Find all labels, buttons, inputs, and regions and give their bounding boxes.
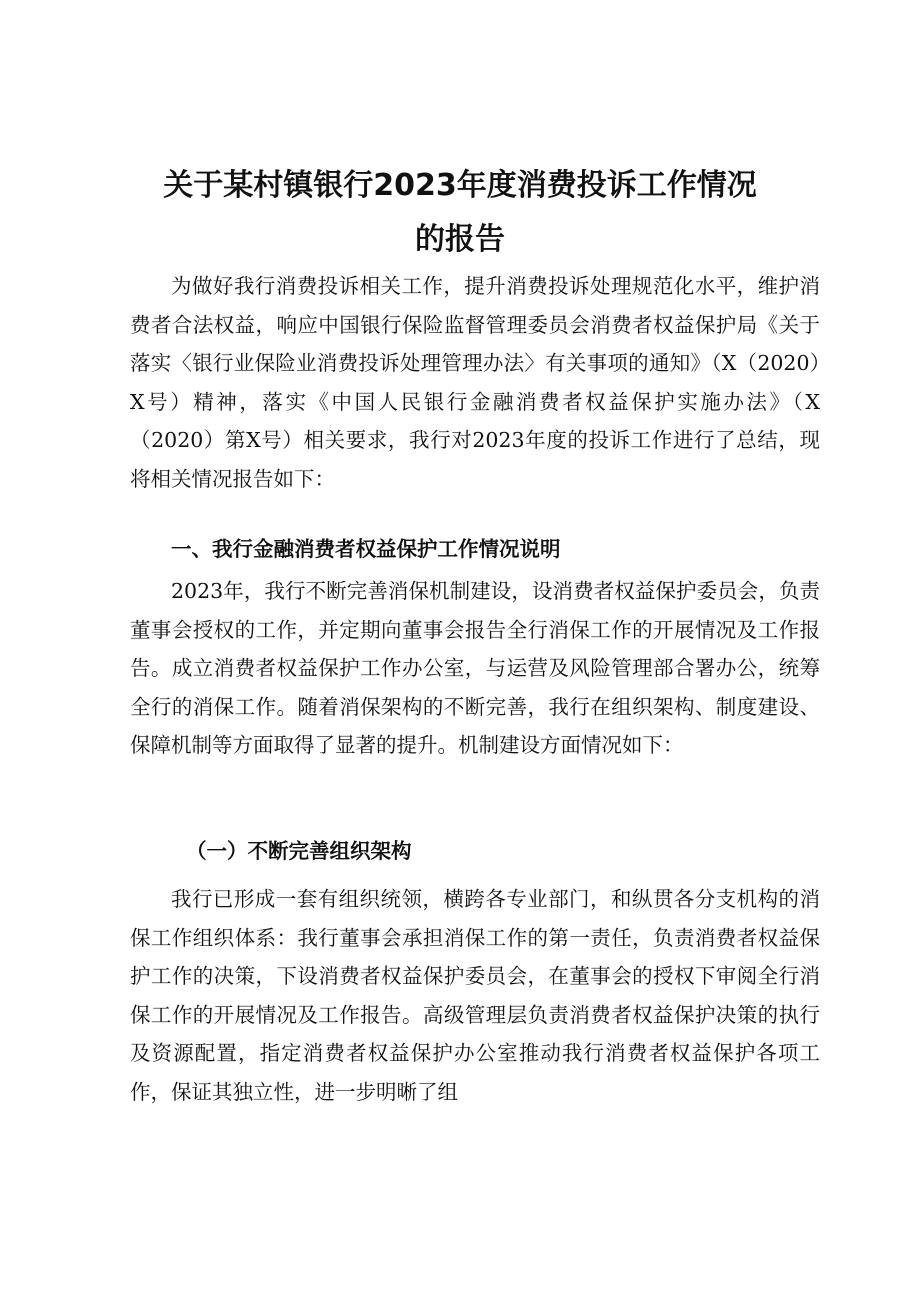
intro-paragraph: 为做好我行消费投诉相关工作，提升消费投诉处理规范化水平，维护消费者合法权益，响应中国银行保险监督管理委员会消费者权益保护局《关于落实〈银行业保险业消费投诉处理管理办法〉有关事项的通知》（X（2020）X号）精神，落实《中国人民银行金融消费者权益保护实施办法》（X（2020）第X号）相关要求，我行对2023年度的投诉工作进行了总结，现将相关情况报告如下： bbox=[130, 274, 820, 491]
document-title-line-1: 关于某村镇银行2023年度消费投诉工作情况 bbox=[163, 168, 757, 203]
subsection-1-heading: （一）不断完善组织架构 bbox=[186, 839, 412, 863]
subsection-1-paragraph: 我行已形成一套有组织统领，横跨各专业部门，和纵贯各分支机构的消保工作组织体系：我行董事会承担消保工作的第一责任，负责消费者权益保护工作的决策，下设消费者权益保护委员会，在董事会的授权下审阅全行消保工作的开展情况及工作报告。高级管理层负责消费者权益保护决策的执行及资源配置，指定消费者权益保护办公室推动我行消费者权益保护各项工作，保证其独立性，进一步明晰了组 bbox=[130, 887, 820, 1104]
document-title-line-2: 的报告 bbox=[415, 222, 505, 257]
section-1-heading: 一、我行金融消费者权益保护工作情况说明 bbox=[171, 537, 561, 561]
section-1-paragraph: 2023年，我行不断完善消保机制建设，设消费者权益保护委员会，负责董事会授权的工作，并定期向董事会报告全行消保工作的开展情况及工作报告。成立消费者权益保护工作办公室，与运营及风险管理部合署办公，统筹全行的消保工作。随着消保架构的不断完善，我行在组织架构、制度建设、保障机制等方面取得了显著的提升。机制建设方面情况如下： bbox=[130, 579, 820, 757]
